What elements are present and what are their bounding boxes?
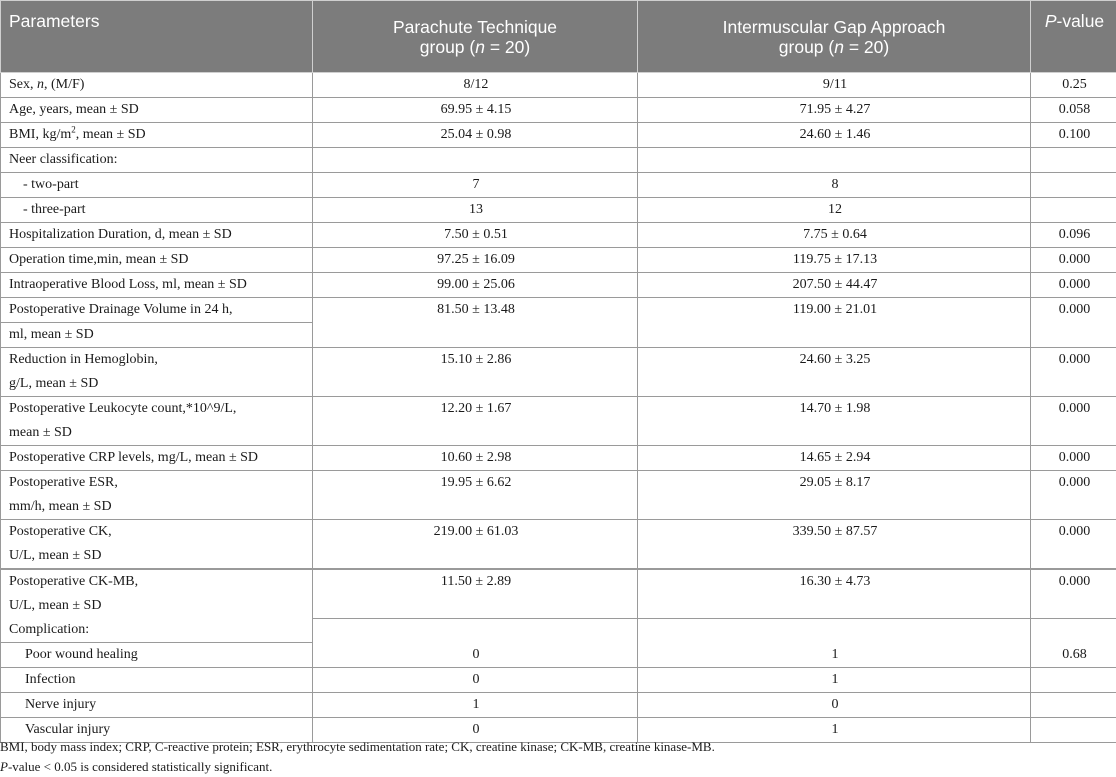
intermuscular-value: 71.95 ± 4.27 bbox=[638, 98, 1031, 123]
table-row-blood-loss bbox=[1, 273, 1116, 298]
table-row-drainage bbox=[1, 298, 1116, 323]
p-value bbox=[1031, 693, 1116, 718]
parachute-value: 19.95 ± 6.62 bbox=[313, 471, 638, 520]
row-label: Hospitalization Duration, d, mean ± SD bbox=[1, 223, 313, 248]
p-value bbox=[1031, 618, 1116, 668]
table-row-ck bbox=[1, 520, 1116, 545]
p-value: 0.000 bbox=[1031, 446, 1116, 471]
row-label: Vascular injury bbox=[1, 718, 313, 743]
header-parachute-line1: Parachute Technique bbox=[393, 17, 557, 37]
row-label: mm/h, mean ± SD bbox=[1, 495, 313, 520]
row-label: Reduction in Hemoglobin, bbox=[1, 348, 313, 373]
table-row-complication bbox=[1, 618, 1116, 643]
wound-p: 0.68 bbox=[1062, 647, 1087, 662]
row-label-part: , mean ± SD bbox=[76, 127, 146, 142]
p-value: 0.096 bbox=[1031, 223, 1116, 248]
parachute-value: 8/12 bbox=[313, 73, 638, 98]
p-value: 0.000 bbox=[1031, 569, 1116, 618]
parachute-value bbox=[313, 618, 638, 668]
intermuscular-value: 0 bbox=[638, 693, 1031, 718]
intermuscular-value: 29.05 ± 8.17 bbox=[638, 471, 1031, 520]
table-row-leukocyte bbox=[1, 397, 1116, 422]
p-value: 0.000 bbox=[1031, 348, 1116, 397]
header-p-value bbox=[1031, 1, 1116, 73]
table-row-bmi bbox=[1, 123, 1116, 148]
row-label-part: , (M/F) bbox=[44, 77, 84, 92]
table-row-operation-time bbox=[1, 248, 1116, 273]
p-value: 0.000 bbox=[1031, 397, 1116, 446]
row-label: Operation time,min, mean ± SD bbox=[1, 248, 313, 273]
parachute-value: 0 bbox=[313, 718, 638, 743]
row-label: Postoperative ESR, bbox=[1, 471, 313, 496]
parachute-value: 11.50 ± 2.89 bbox=[313, 569, 638, 618]
parachute-value: 7 bbox=[313, 173, 638, 198]
row-label-part: BMI, kg/m bbox=[9, 127, 71, 142]
row-label: U/L, mean ± SD bbox=[1, 594, 313, 618]
p-value: 0.000 bbox=[1031, 520, 1116, 570]
footnote-abbreviations: BMI, body mass index; CRP, C-reactive protein; ESR, erythrocyte sedimentation rate; CK, creatine kinase; CK-MB, creatine kinase-MB. bbox=[0, 737, 715, 757]
p-value: 0.058 bbox=[1031, 98, 1116, 123]
intermuscular-value: 207.50 ± 44.47 bbox=[638, 273, 1031, 298]
table-row-age bbox=[1, 98, 1116, 123]
header-parachute-line2b: = 20) bbox=[485, 37, 530, 57]
intermuscular-value: 9/11 bbox=[638, 73, 1031, 98]
header-intermuscular-line1: Intermuscular Gap Approach bbox=[723, 17, 946, 37]
parachute-value: 0 bbox=[313, 668, 638, 693]
table-row-hemoglobin bbox=[1, 348, 1116, 373]
table-row-neer bbox=[1, 148, 1116, 173]
parachute-value: 99.00 ± 25.06 bbox=[313, 273, 638, 298]
table-row-hospitalization bbox=[1, 223, 1116, 248]
footnote-p-rest: -value < 0.05 is considered statistically significant. bbox=[8, 759, 272, 774]
footnote-significance bbox=[0, 757, 715, 777]
intermuscular-value bbox=[638, 618, 1031, 668]
intermuscular-value: 24.60 ± 3.25 bbox=[638, 348, 1031, 397]
p-value: 0.000 bbox=[1031, 273, 1116, 298]
intermuscular-value: 119.75 ± 17.13 bbox=[638, 248, 1031, 273]
table-row-infection bbox=[1, 668, 1116, 693]
intermuscular-value: 119.00 ± 21.01 bbox=[638, 298, 1031, 348]
row-label bbox=[1, 123, 313, 148]
row-label: Postoperative Drainage Volume in 24 h, bbox=[1, 298, 313, 323]
wound-intermuscular: 1 bbox=[832, 647, 839, 662]
row-label-n: n bbox=[37, 77, 44, 92]
header-parameters: Parameters bbox=[1, 1, 313, 73]
row-label: Age, years, mean ± SD bbox=[1, 98, 313, 123]
row-label: Postoperative CK, bbox=[1, 520, 313, 545]
header-intermuscular-n: n bbox=[834, 37, 844, 57]
row-label: Nerve injury bbox=[1, 693, 313, 718]
row-label: Postoperative Leukocyte count,*10^9/L, bbox=[1, 397, 313, 422]
parachute-value: 97.25 ± 16.09 bbox=[313, 248, 638, 273]
p-value bbox=[1031, 198, 1116, 223]
row-label: g/L, mean ± SD bbox=[1, 372, 313, 397]
parachute-value: 81.50 ± 13.48 bbox=[313, 298, 638, 348]
p-value: 0.000 bbox=[1031, 471, 1116, 520]
p-value: 0.000 bbox=[1031, 298, 1116, 348]
p-value: 0.100 bbox=[1031, 123, 1116, 148]
parachute-value: 25.04 ± 0.98 bbox=[313, 123, 638, 148]
row-label: Neer classification: bbox=[1, 148, 313, 173]
row-label: U/L, mean ± SD bbox=[1, 544, 313, 569]
intermuscular-value: 1 bbox=[638, 668, 1031, 693]
intermuscular-value: 16.30 ± 4.73 bbox=[638, 569, 1031, 618]
row-label: - two-part bbox=[1, 173, 313, 198]
intermuscular-value: 339.50 ± 87.57 bbox=[638, 520, 1031, 570]
table-row-esr bbox=[1, 471, 1116, 496]
intermuscular-value: 8 bbox=[638, 173, 1031, 198]
row-label: mean ± SD bbox=[1, 421, 313, 446]
header-p-italic: P bbox=[1045, 11, 1057, 31]
p-value: 0.000 bbox=[1031, 248, 1116, 273]
row-label: Infection bbox=[1, 668, 313, 693]
header-parachute-n: n bbox=[475, 37, 485, 57]
header-intermuscular-group bbox=[638, 1, 1031, 73]
row-label: Postoperative CRP levels, mg/L, mean ± SD bbox=[1, 446, 313, 471]
p-value bbox=[1031, 173, 1116, 198]
row-label: ml, mean ± SD bbox=[1, 323, 313, 348]
row-label-part: Sex, bbox=[9, 77, 37, 92]
table-row-sex bbox=[1, 73, 1116, 98]
row-label: Complication: bbox=[1, 618, 313, 643]
p-value bbox=[1031, 148, 1116, 173]
parachute-value: 13 bbox=[313, 198, 638, 223]
table-row-crp bbox=[1, 446, 1116, 471]
intermuscular-value: 14.65 ± 2.94 bbox=[638, 446, 1031, 471]
table-row-two-part bbox=[1, 173, 1116, 198]
header-intermuscular-line2b: = 20) bbox=[844, 37, 889, 57]
intermuscular-value bbox=[638, 148, 1031, 173]
header-p-rest: -value bbox=[1057, 11, 1105, 31]
table-row-ckmb bbox=[1, 569, 1116, 594]
intermuscular-value: 14.70 ± 1.98 bbox=[638, 397, 1031, 446]
row-label: - three-part bbox=[1, 198, 313, 223]
parachute-value: 219.00 ± 61.03 bbox=[313, 520, 638, 570]
p-value: 0.25 bbox=[1031, 73, 1116, 98]
p-value bbox=[1031, 668, 1116, 693]
table-row-nerve bbox=[1, 693, 1116, 718]
wound-parachute: 0 bbox=[473, 647, 480, 662]
parachute-value: 69.95 ± 4.15 bbox=[313, 98, 638, 123]
parachute-value: 15.10 ± 2.86 bbox=[313, 348, 638, 397]
table-header-row bbox=[1, 1, 1116, 73]
row-label bbox=[1, 73, 313, 98]
table-footnotes bbox=[0, 737, 715, 777]
intermuscular-value: 1 bbox=[638, 718, 1031, 743]
intermuscular-value: 12 bbox=[638, 198, 1031, 223]
row-label-sup: 2 bbox=[71, 124, 76, 134]
intermuscular-value: 24.60 ± 1.46 bbox=[638, 123, 1031, 148]
parachute-value: 10.60 ± 2.98 bbox=[313, 446, 638, 471]
parachute-value: 12.20 ± 1.67 bbox=[313, 397, 638, 446]
parachute-value bbox=[313, 148, 638, 173]
table-row-three-part bbox=[1, 198, 1116, 223]
header-parachute-line2a: group ( bbox=[420, 37, 475, 57]
row-label: Poor wound healing bbox=[1, 643, 313, 668]
intermuscular-value: 7.75 ± 0.64 bbox=[638, 223, 1031, 248]
header-intermuscular-line2a: group ( bbox=[779, 37, 834, 57]
p-value bbox=[1031, 718, 1116, 743]
row-label: Intraoperative Blood Loss, ml, mean ± SD bbox=[1, 273, 313, 298]
header-parachute-group bbox=[313, 1, 638, 73]
footnote-p-italic: P bbox=[0, 759, 8, 774]
parachute-value: 1 bbox=[313, 693, 638, 718]
parachute-value: 7.50 ± 0.51 bbox=[313, 223, 638, 248]
row-label: Postoperative CK-MB, bbox=[1, 569, 313, 594]
